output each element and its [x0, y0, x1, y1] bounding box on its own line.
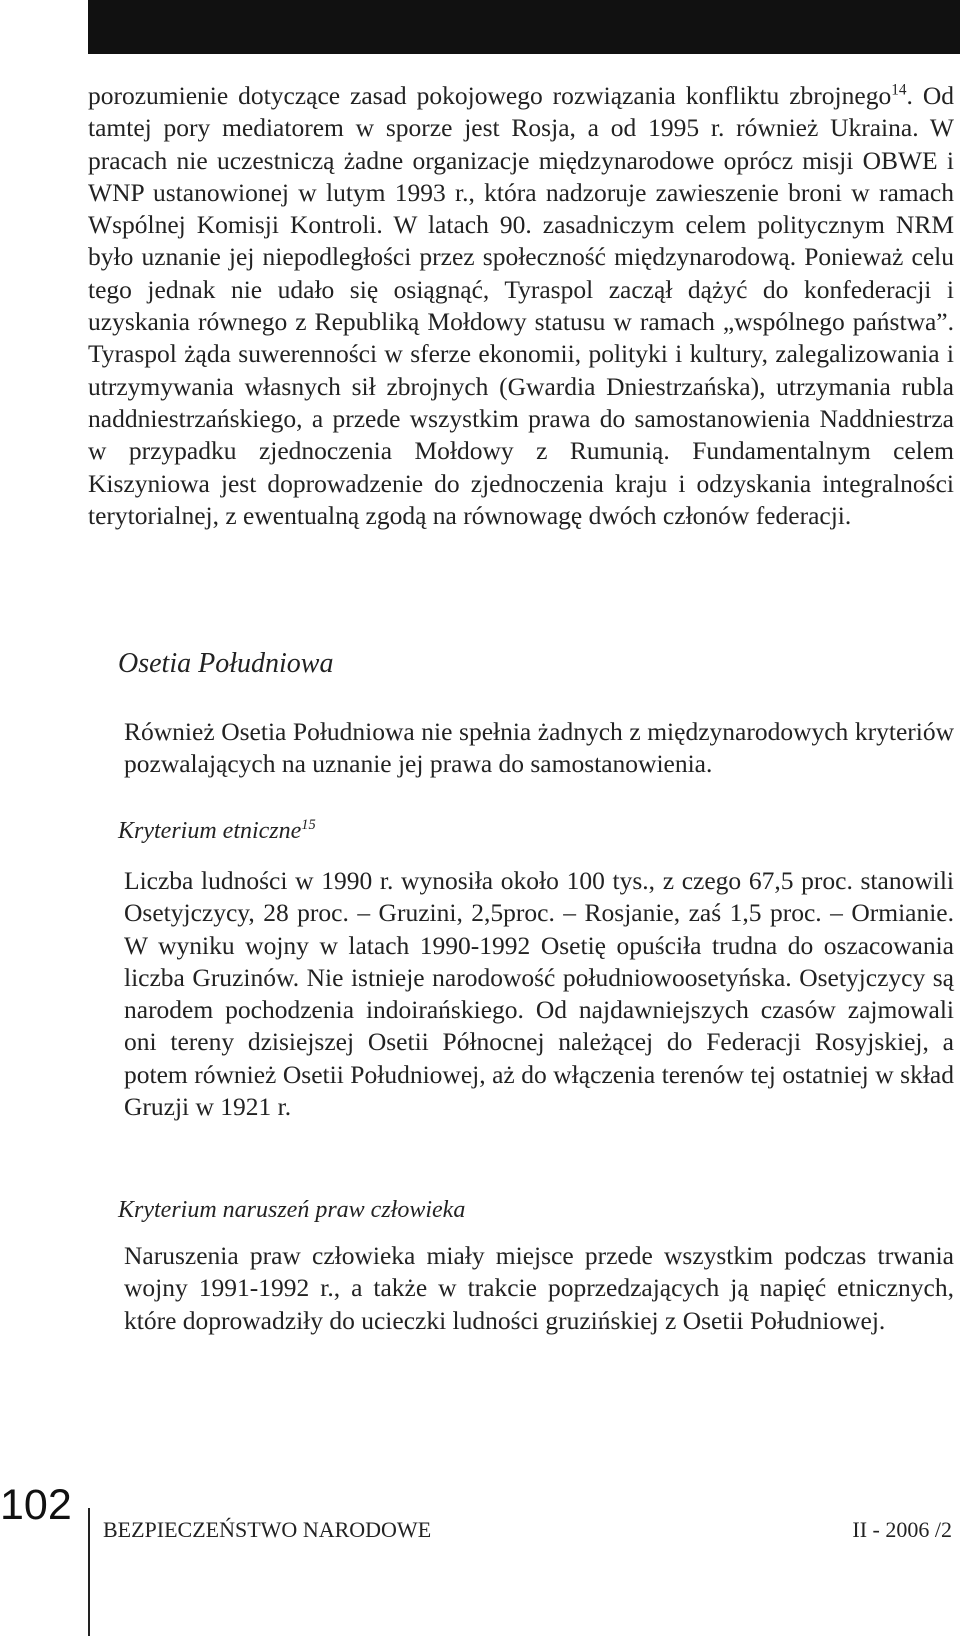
issue-number: II - 2006 /2: [852, 1517, 952, 1542]
footer-divider: [88, 1508, 90, 1636]
body-paragraph-1: [88, 80, 954, 532]
subsection-title-1-text: Kryterium etniczne: [118, 818, 302, 844]
section-title: Osetia Południowa: [118, 648, 334, 679]
footnote-ref-14: 14: [891, 81, 907, 99]
body-paragraph-4: Naruszenia praw człowieka miały miejsce przede wszystkim podczas trwania wojny 1991-1992 r., a także w trakcie poprzedzających ją napięć etnicznych, które doprowadziły do ucieczki ludności gruzińskiej z Osetii Południowej.: [124, 1241, 954, 1335]
subsection-title-2: Kryterium naruszeń praw człowieka: [118, 1197, 466, 1223]
paragraph-1-text-b: . Od tamtej pory mediatorem w sporze jest Rosja, a od 1995 r. również Ukraina. W pracach nie uczestniczą żadne organizacje międzynarodowe oprócz misji OBWE i WNP ustanowionej w lutym 1993 r., która nadzoruje zawieszenie broni w ramach Wspólnej Komisji Kontroli. W latach 90. zasadniczym celem politycznym NRM było uznanie jej niepodległości przez społeczność międzynarodową. Ponieważ celu tego jednak nie udało się osiągnąć, Tyraspol zaczął dążyć do konfederacji i uzyskania równego z Republiką Mołdowy statusu w ramach „wspólnego państwa”. Tyraspol żąda suwerenności w sferze ekonomii, polityki i kultury, zalegalizowania i utrzymywania własnych sił zbrojnych (Gwardia Dniestrzańska), utrzymania rubla naddniestrzańskiego, a przede wszystkim prawa do samostanowienia Naddniestrza w przypadku zjednoczenia Mołdowy z Rumunią. Fundamentalnym celem Kiszyniowa jest doprowadzenie do zjednoczenia kraju i odzyskania integralności terytorialnej, z ewentualną zgodą na równowagę dwóch członów federacji.: [88, 81, 954, 530]
body-paragraph-2: Również Osetia Południowa nie spełnia żadnych z międzynarodowych kryteriów pozwalających na uznanie jej prawa do samostanowienia.: [124, 717, 954, 779]
page-number: 102: [0, 1481, 72, 1529]
header-bar: [88, 0, 960, 54]
footnote-ref-15: 15: [301, 817, 316, 833]
subsection-title-1: [118, 818, 316, 845]
paragraph-1-text-a: porozumienie dotyczące zasad pokojowego rozwiązania konfliktu zbrojnego: [88, 81, 892, 110]
journal-title: BEZPIECZEŃSTWO NARODOWE: [103, 1517, 432, 1542]
body-paragraph-3: Liczba ludności w 1990 r. wynosiła około 100 tys., z czego 67,5 proc. stanowili Osetyjczycy, 28 proc. – Gruzini, 2,5proc. – Rosjanie, zaś 1,5 proc. – Ormianie. W wyniku wojny w latach 1990-1992 Osetię opuściła trudna do oszacowania liczba Gruzinów. Nie istnieje narodowość południowoosetyńska. Osetyjczycy są narodem pochodzenia indoirańskiego. Od najdawniejszych czasów zajmowali oni tereny dzisiejszej Osetii Północnej należącej do Federacji Rosyjskiej, a potem również Osetii Południowej, aż do włączenia terenów tej ostatniej w skład Gruzji w 1921 r.: [124, 866, 954, 1122]
